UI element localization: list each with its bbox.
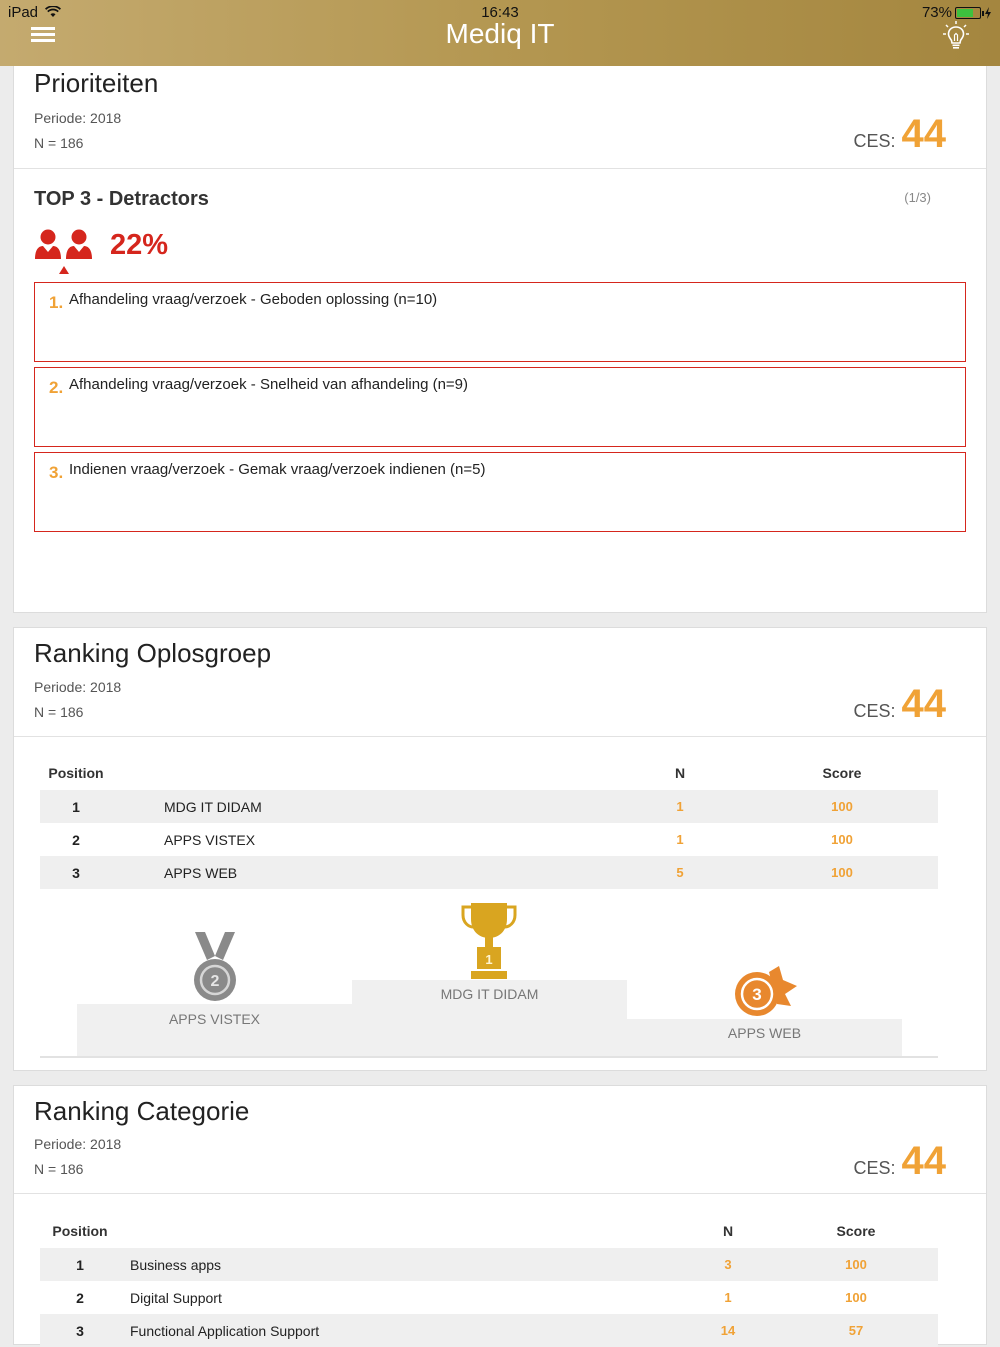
row-name: Digital Support xyxy=(130,1289,222,1306)
row-score: 57 xyxy=(774,1314,938,1347)
ces-score xyxy=(853,112,946,157)
periode-label: Periode: 2018 xyxy=(34,110,122,126)
row-score: 100 xyxy=(774,1248,938,1281)
row-position: 3 xyxy=(40,1314,120,1347)
badge-rank: 3 xyxy=(752,985,762,1004)
column-header-n: N xyxy=(674,765,686,781)
detractor-text: Afhandeling vraag/verzoek - Snelheid van afhandeling (n=9) xyxy=(69,376,469,393)
card-header xyxy=(14,1086,986,1194)
card-header xyxy=(14,628,986,737)
table-row[interactable] xyxy=(40,790,938,823)
column-header-name xyxy=(112,756,614,790)
column-header-score: Score xyxy=(822,765,862,781)
column-header-position: Position xyxy=(48,765,104,781)
podium-label-second: APPS VISTEX xyxy=(168,1011,261,1027)
row-position: 2 xyxy=(76,1289,84,1306)
page-title: Prioriteiten xyxy=(34,68,159,98)
award-badge-icon xyxy=(731,964,801,1020)
ranking-oplosgroep-card xyxy=(13,627,987,1071)
table-row[interactable] xyxy=(40,823,938,856)
detractor-percentage: 22% xyxy=(110,229,169,261)
battery-percentage: 73% xyxy=(921,4,952,21)
podium-baseline xyxy=(40,1056,938,1058)
ces-value: 44 xyxy=(901,1139,946,1183)
detractors-pager[interactable]: (1/3) xyxy=(904,190,931,205)
row-name: APPS VISTEX xyxy=(164,831,256,848)
n-label: N = 186 xyxy=(34,704,84,720)
detractor-item[interactable] xyxy=(34,367,966,447)
app-title: Mediq IT xyxy=(445,18,555,49)
card-header xyxy=(14,66,986,169)
row-name: APPS WEB xyxy=(112,856,614,889)
section-title: Ranking Oplosgroep xyxy=(34,638,272,668)
n-label: N = 186 xyxy=(34,135,84,151)
top-bar xyxy=(0,0,1000,66)
ranking-table xyxy=(40,1214,938,1347)
ces-label: CES: xyxy=(853,131,896,151)
row-n: 1 xyxy=(676,832,684,847)
detractor-number: 2. xyxy=(49,378,64,397)
detractor-item[interactable] xyxy=(34,452,966,532)
ces-label: CES: xyxy=(853,701,896,721)
table-row[interactable] xyxy=(40,1314,938,1347)
ces-label: CES: xyxy=(853,1158,896,1178)
lightbulb-icon[interactable] xyxy=(942,20,970,52)
row-n: 5 xyxy=(614,856,746,889)
row-position: 3 xyxy=(40,856,112,889)
column-header-name xyxy=(120,1214,682,1248)
ranking-categorie-card xyxy=(13,1085,987,1345)
row-score: 100 xyxy=(831,832,853,847)
column-header-position: Position xyxy=(52,1223,108,1239)
row-position: 1 xyxy=(40,790,112,823)
row-name: Business apps xyxy=(120,1248,682,1281)
people-icon xyxy=(34,228,94,274)
periode-label: Periode: 2018 xyxy=(34,679,122,695)
status-device: iPad xyxy=(8,4,61,21)
table-row[interactable] xyxy=(40,1281,938,1314)
detractor-text: Afhandeling vraag/verzoek - Geboden oplossing (n=10) xyxy=(69,291,438,308)
detractor-item[interactable] xyxy=(34,282,966,362)
row-n: 1 xyxy=(724,1290,732,1305)
row-name: MDG IT DIDAM xyxy=(112,790,614,823)
row-name: Functional Application Support xyxy=(120,1314,682,1347)
detractor-number: 3. xyxy=(49,463,64,482)
ces-score xyxy=(853,1139,946,1184)
row-score: 100 xyxy=(746,856,938,889)
row-score: 100 xyxy=(845,1290,867,1305)
battery-icon xyxy=(955,7,981,19)
trophy-icon xyxy=(461,901,517,981)
detractor-text: Indienen vraag/verzoek - Gemak vraag/verzoek indienen (n=5) xyxy=(69,461,486,478)
trophy-rank: 1 xyxy=(485,952,493,967)
table-row[interactable] xyxy=(40,856,938,889)
ces-value: 44 xyxy=(901,112,946,156)
ces-score xyxy=(853,682,946,727)
row-n: 3 xyxy=(682,1248,774,1281)
periode-label: Periode: 2018 xyxy=(34,1136,122,1152)
ces-value: 44 xyxy=(901,682,946,726)
triangle-up-icon xyxy=(59,266,69,274)
medal-icon xyxy=(191,930,239,1006)
podium-label-first: MDG IT DIDAM xyxy=(440,986,539,1002)
row-n: 1 xyxy=(614,790,746,823)
ranking-table xyxy=(40,756,938,889)
table-row[interactable] xyxy=(40,1248,938,1281)
row-position: 2 xyxy=(72,831,80,848)
charging-icon xyxy=(984,7,992,19)
section-title: Ranking Categorie xyxy=(34,1096,250,1126)
column-header-score: Score xyxy=(836,1223,876,1239)
row-score: 100 xyxy=(746,790,938,823)
column-header-n: N xyxy=(722,1223,734,1239)
n-label: N = 186 xyxy=(34,1161,84,1177)
detractor-number: 1. xyxy=(49,293,64,312)
detractors-title: TOP 3 - Detractors xyxy=(34,188,209,210)
row-position: 1 xyxy=(40,1248,120,1281)
medal-rank: 2 xyxy=(210,973,220,990)
status-time: 16:43 xyxy=(481,4,519,21)
podium-label-third: APPS WEB xyxy=(727,1025,802,1041)
row-n: 14 xyxy=(682,1314,774,1347)
prioriteiten-card xyxy=(13,66,987,613)
